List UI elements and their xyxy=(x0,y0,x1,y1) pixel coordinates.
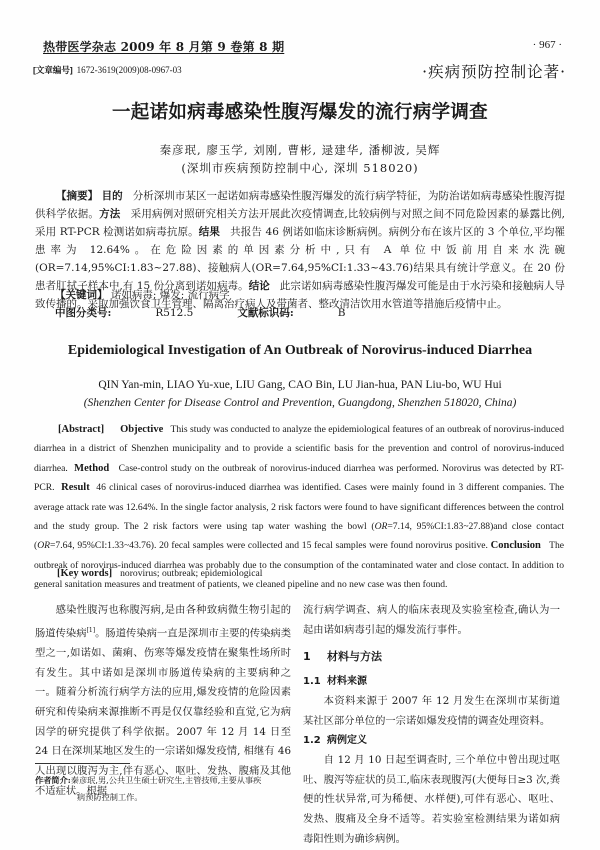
clc-label: 中图分类号: xyxy=(55,307,112,319)
body-paragraph: 本资料来源于 2007 年 12 月发生在深圳市某街道某社区部分单位的一宗诺如爆发疫情的调查处理资料。 xyxy=(303,694,560,727)
paragraph-text: 感染性腹泻也称腹泻病,是由各种致病微生物引起的肠道传染病 xyxy=(35,604,291,640)
en-conclusion-label: Conclusion xyxy=(490,540,541,552)
en-abstract-label: [Abstract] xyxy=(58,424,105,435)
odds-ratio-symbol: OR xyxy=(37,540,50,552)
en-objective-text: This study was conducted to analyze the epidemiological features of an outbreak of norovirus-induced diarrhea in a district of Shenzhen municipality and to provide a scientific basis for the prevention and control of norovirus-induced diarrhea. xyxy=(34,424,564,474)
en-objective-label: Objective xyxy=(120,424,164,435)
body-right-column xyxy=(303,601,560,849)
body-paragraph: 流行病学调查、病人的临床表现及实验室检查,确认为一起由诺如病毒引起的爆发流行事件。 xyxy=(303,604,560,636)
article-id xyxy=(33,64,182,76)
section-heading-1-1 xyxy=(303,672,560,692)
english-authors: QIN Yan-min, LIAO Yu-xue, LIU Gang, CAO Bin, LU Jian-hua, PAN Liu-bo, WU Hui xyxy=(98,379,502,391)
chinese-authors: 秦彦珉, 廖玉学, 刘刚, 曹彬, 逯建华, 潘柳波, 吴辉 xyxy=(159,143,441,157)
keywords-label: 【关键词】 xyxy=(55,289,108,301)
result-text: 共报告 46 例诺如临床诊断病例。病例分布在该片区的 3 个单位,平均罹患率为 12.64%。在危险因素的单因素分析中,只有 A 单位中饭前用自来水洗碗(OR=7.14,95%CI:1.83~27.88)、接触病人(OR=7.64,95%CI:1.33~43.76)结果具有统计学意义。在 20 份患者肛拭子样本中,有 15 份分离到诺如病毒。 xyxy=(35,226,565,292)
section-heading-1-2 xyxy=(303,731,560,751)
body-paragraph: 自 12 月 10 日起至调查时, 三个单位中曾出现过呕吐、腹泻等症状的员工,临床表现腹泻(大便每日≥3 次,粪便的性状异常,可为稀便、水样便),可伴有恶心、呕吐、发热、腹痛及全身不适等。若实验室检测结果为诺如病毒阳性则为确诊病例。 xyxy=(303,753,560,845)
objective-label: 目的 xyxy=(101,190,123,202)
en-keywords-label: [Key words] xyxy=(57,568,113,579)
article-id-label: [文章编号] xyxy=(33,65,73,75)
abstract-label: 【摘要】 xyxy=(56,190,99,202)
english-affiliation: (Shenzhen Center for Disease Control and Prevention, Guangdong, Shenzhen 518020, China) xyxy=(83,397,517,409)
keywords-value: 诺如病毒; 爆发; 流行病学 xyxy=(110,289,230,301)
paragraph-text: 。肠道传染病一直是深圳市主要的传染病类型之一,如诺如、菌痢、伤寒等爆发疫情在聚集性场所时有发生。其中诺如是深圳市肠道传染病的主要病种之一。随着分析流行病学方法的应用,爆发疫情的危险因素研究和传染病来源推断不再是仅仅靠经验和直觉,它为病因学的研究提供了科学依据。2007 年 12 月 14 日至 24 日在深圳某地区发生的一宗诺如爆发疫情, 相继有 46 人出现以腹泻为主,伴有恶心、呕吐、发热、腹痛及其他不适症状。根据 xyxy=(35,627,291,797)
footnote-text-cont: 病预防控制工作。 xyxy=(77,792,143,802)
en-result-text: 46 clinical cases of norovirus-induced diarrhea was identified. Cases were mainly found in 3 different companies. The average attack rate was 12.64%. In the single factor analysis, 2 risk factors were found to have significant differences between the control and the study group. The 2 risk factors were using tap water washing the bowl ( xyxy=(34,482,564,533)
en-result-text: =7.14, 95%CI:1.83~27.88)and close contact ( xyxy=(34,521,564,552)
english-keywords xyxy=(57,568,262,579)
doc-code-label: 文献标识码: xyxy=(237,307,294,319)
chinese-title: 一起诺如病毒感染性腹泻爆发的流行病学调查 xyxy=(111,102,488,123)
odds-ratio-symbol: OR xyxy=(374,521,388,533)
en-method-text: Case-control study on the outbreak of norovirus-induced diarrhea was performed. Norovirus was detected by RT-PCR. xyxy=(34,462,565,494)
column-type: ·疾病预防控制论著· xyxy=(422,63,566,81)
conclusion-label: 结论 xyxy=(248,280,270,292)
section-title: 材料与方法 xyxy=(327,650,382,664)
section-title: 病例定义 xyxy=(327,735,367,747)
section-title: 材料来源 xyxy=(327,676,367,688)
footnote-text: 秦彦珉,男,公共卫生硕士研究生,主管技师,主要从事疾 xyxy=(70,775,262,785)
en-conclusion-text: The outbreak of norovirus-induced diarrhea was probably due to the consumption of the contaminated water and close contact. In addition to general sanitation measures and treatment of patients, we cleaned pipeline and no new case was then found. xyxy=(34,540,565,591)
section-number: 1 xyxy=(303,650,311,664)
chinese-keywords xyxy=(55,286,345,304)
section-heading-1 xyxy=(303,647,560,667)
conclusion-text: 此宗诺如病毒感染性腹泻爆发可能是由于水污染和接触病人导致传播的。采取加强饮食卫生管理、隔离治疗病人及带菌者、整改清洁饮用水管道等措施后疫情中止。 xyxy=(35,280,565,310)
method-label: 方法 xyxy=(99,208,121,220)
section-number: 1.2 xyxy=(303,735,321,747)
objective-text: 分析深圳市某区一起诺如病毒感染性腹泻爆发的流行病学特征，为防治诺如病毒感染性腹泻提供科学依据。 xyxy=(35,190,566,220)
en-method-label: Method xyxy=(74,462,110,474)
english-title: Epidemiological Investigation of An Outbreak of Norovirus-induced Diarrhea xyxy=(67,343,533,358)
result-label: 结果 xyxy=(198,226,221,238)
method-text: 采用病例对照研究相关方法开展此次疫情调查,比较病例与对照之间不同危险因素的暴露比例,采用 RT-PCR 检测诺如病毒抗原。 xyxy=(35,208,565,238)
footnote-divider xyxy=(35,763,130,764)
chinese-affiliation: (深圳市疾病预防控制中心, 深圳 518020) xyxy=(181,161,419,175)
en-keywords-value: norovirus; outbreak; epidemiological xyxy=(120,568,263,579)
section-number: 1.1 xyxy=(303,676,321,688)
en-result-label: Result xyxy=(61,482,90,494)
clc-value: R512.5 xyxy=(155,307,194,319)
footnote-label: 作者简介: xyxy=(35,775,71,785)
classification-row xyxy=(55,304,345,322)
en-result-text: =7.64, 95%CI:1.33~43.76). 20 fecal samples were collected and 15 fecal samples were found norovirus positive. xyxy=(50,540,488,552)
article-id-value: 1672-3619(2009)08-0967-03 xyxy=(76,65,182,75)
citation-ref[interactable]: [1] xyxy=(86,626,96,634)
page-number: · 967 · xyxy=(532,39,562,51)
running-head: 热带医学杂志 2009 年 8 月第 9 卷第 8 期 xyxy=(43,40,285,54)
doc-code-value: B xyxy=(337,307,346,319)
author-footnote xyxy=(35,772,295,806)
chinese-meta xyxy=(55,286,345,322)
